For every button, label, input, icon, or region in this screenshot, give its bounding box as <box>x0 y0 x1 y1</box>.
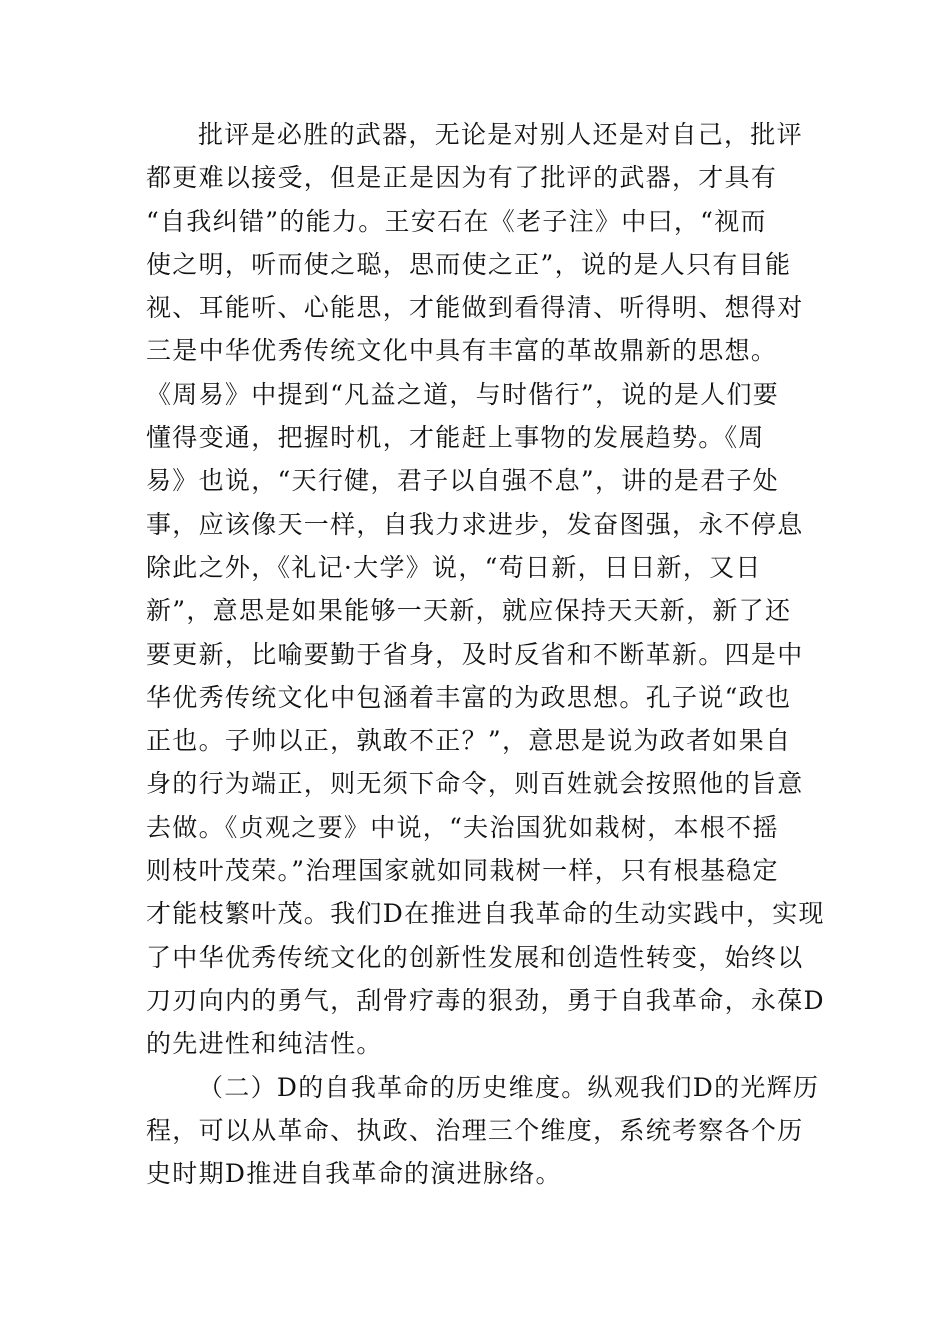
text-line: 批评是必胜的武器，无论是对别人还是对自己，批评 <box>198 120 803 149</box>
text-line: 新”，意思是如果能够一天新，就应保持天天新，新了还 <box>146 596 792 626</box>
text-line: 的先进性和纯洁性。 <box>146 1029 383 1059</box>
text-line: 除此之外，《礼记·大学》说，“苟日新，日日新，又日 <box>146 552 762 582</box>
text-line: 都更难以接受，但是正是因为有了批评的武器，才具有 <box>146 163 778 193</box>
text-line: 事，应该像天一样，自我力求进步，发奋图强，永不停息 <box>146 509 804 539</box>
text-line: “自我纠错”的能力。王安石在《老子注》中曰，“视而 <box>146 206 767 236</box>
text-line: 使之明，听而使之聪，思而使之正”，说的是人只有目能 <box>146 249 792 279</box>
text-line: 刀刃向内的勇气，刮骨疗毒的狠劲，勇于自我革命，永葆D <box>146 985 825 1015</box>
text-line: 要更新，比喻要勤于省身，及时反省和不断革新。四是中 <box>146 639 804 669</box>
text-line: 正也。子帅以正，孰敢不正？”，意思是说为政者如果自 <box>146 726 792 756</box>
text-line: 了中华优秀传统文化的创新性发展和创造性转变，始终以 <box>146 942 804 972</box>
text-line: 才能枝繁叶茂。我们D在推进自我革命的生动实践中，实现 <box>146 899 825 929</box>
text-line: 身的行为端正，则无须下命令，则百姓就会按照他的旨意 <box>146 769 804 799</box>
text-line: 三是中华优秀传统文化中具有丰富的革故鼎新的思想。 <box>146 336 778 366</box>
text-line: 《周易》中提到“凡益之道，与时偕行”，说的是人们要 <box>146 379 780 409</box>
paragraph-criticism-tradition <box>146 113 826 1066</box>
section-heading-line: （二）D的自我革命的历史维度。纵观我们D的光辉历 <box>198 1072 820 1102</box>
document-body <box>146 113 826 1195</box>
text-line: 史时期D推进自我革命的演进脉络。 <box>146 1159 562 1189</box>
text-line: 视、耳能听、心能思，才能做到看得清、听得明、想得对 <box>146 293 804 323</box>
text-line: 懂得变通，把握时机，才能赶上事物的发展趋势。《周 <box>146 423 765 453</box>
text-line: 去做。《贞观之要》中说，“夫治国犹如栽树，本根不摇 <box>146 812 779 842</box>
text-line: 则枝叶茂荣。”治理国家就如同栽树一样，只有根基稳定 <box>146 856 779 886</box>
text-line: 易》也说，“天行健，君子以自强不息”，讲的是君子处 <box>146 466 780 496</box>
text-line: 华优秀传统文化中包涵着丰富的为政思想。孔子说“政也 <box>146 682 792 712</box>
text-line: 程，可以从革命、执政、治理三个维度，系统考察各个历 <box>146 1115 804 1145</box>
paragraph-historical-dimension <box>146 1066 826 1196</box>
